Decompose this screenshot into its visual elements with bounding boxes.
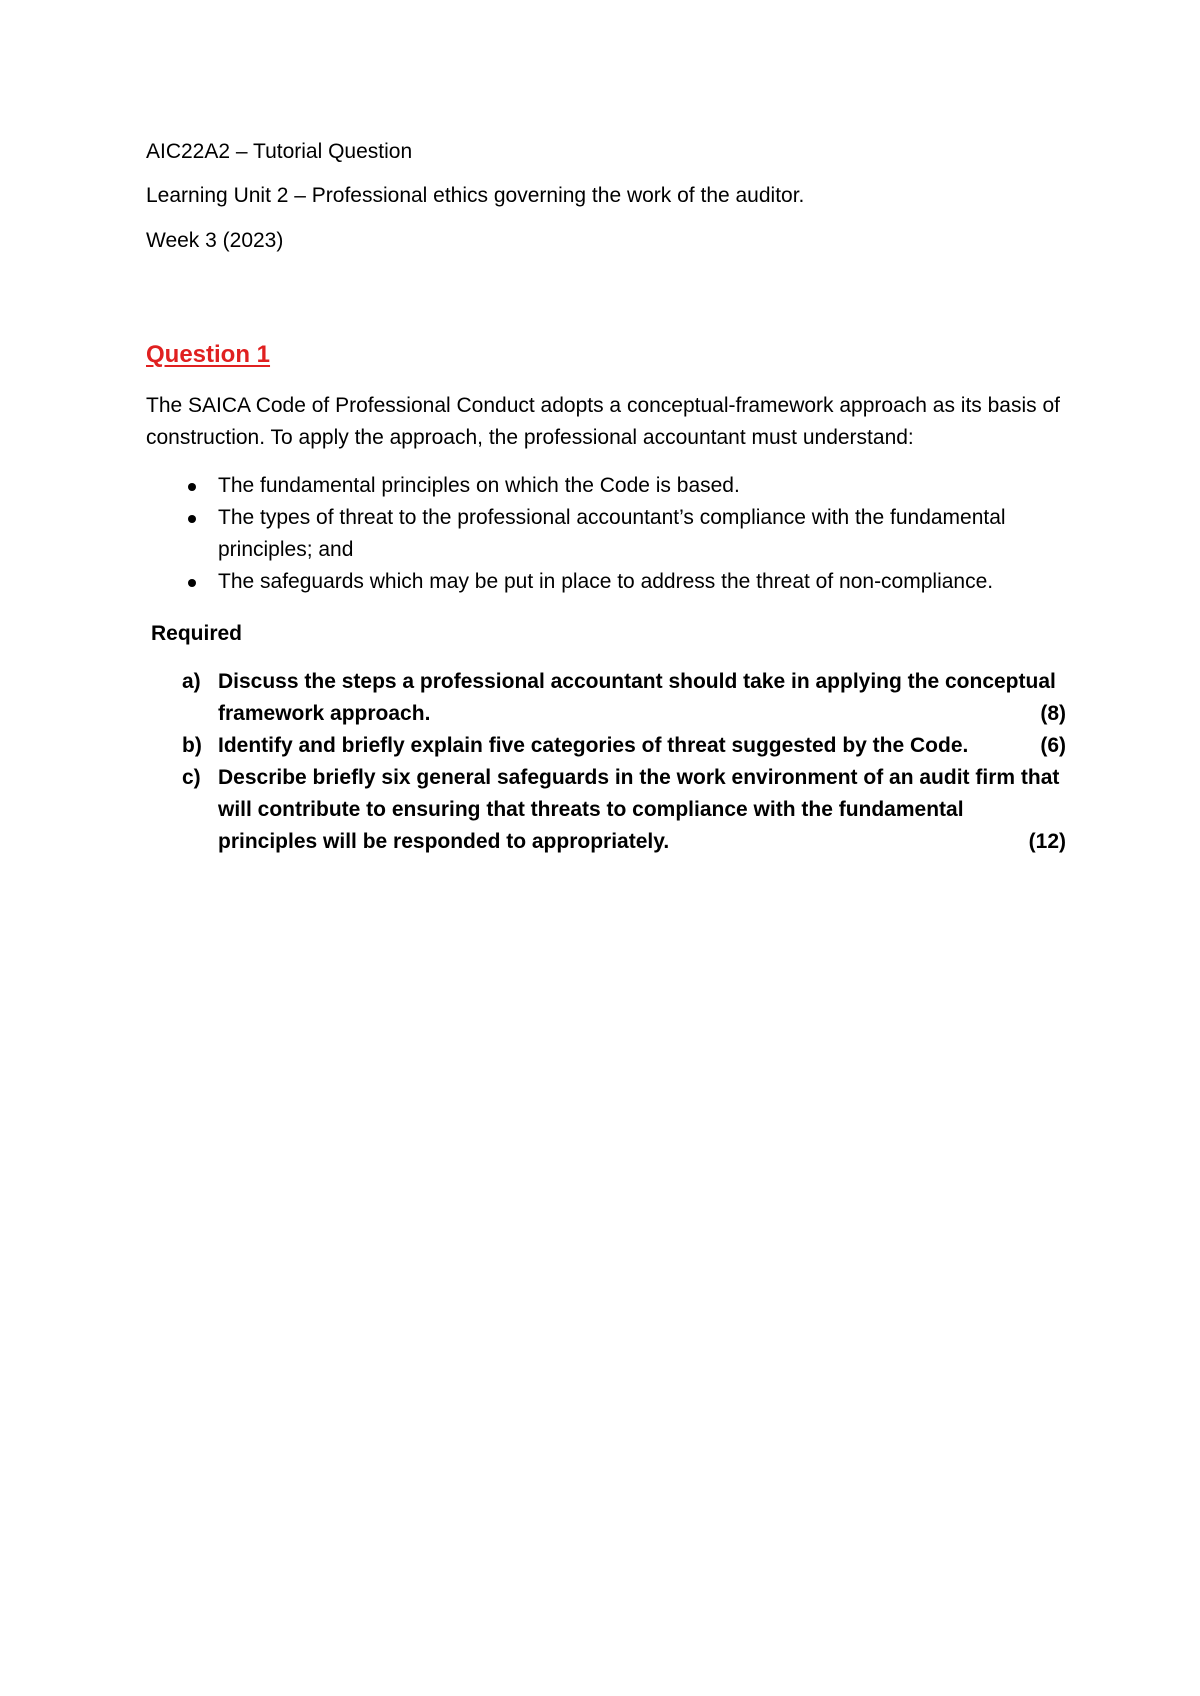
part-marks: (12) xyxy=(1028,830,1066,853)
course-title: AIC22A2 – Tutorial Question xyxy=(146,140,413,163)
bullet-icon xyxy=(188,579,196,587)
part-text: Discuss the steps a professional accountant should take in applying the conceptual framework approach. xyxy=(218,670,1056,725)
list-item xyxy=(146,566,1076,598)
principles-bullet-list xyxy=(146,470,1076,598)
required-label: Required xyxy=(151,622,243,645)
part-text: Describe briefly six general safeguards in the work environment of an audit firm that will contribute to ensuring that threats to compliance with the fundamental principles will be responded to appropriately. xyxy=(218,766,1060,853)
bullet-icon xyxy=(188,483,196,491)
list-item xyxy=(146,502,1076,566)
part-letter: c) xyxy=(182,766,201,789)
list-item xyxy=(146,762,1066,858)
part-letter: b) xyxy=(182,734,202,757)
bullet-text: The types of threat to the professional accountant’s compliance with the fundamental principles; and xyxy=(218,506,1006,561)
question-intro: The SAICA Code of Professional Conduct adopts a conceptual-framework approach as its basis of construction. To apply the approach, the professional accountant must understand: xyxy=(146,394,1060,449)
part-marks: (8) xyxy=(1040,702,1066,725)
bullet-text: The safeguards which may be put in place to address the threat of non-compliance. xyxy=(218,570,994,593)
part-text: Identify and briefly explain five categories of threat suggested by the Code. xyxy=(218,734,969,757)
bullet-text: The fundamental principles on which the Code is based. xyxy=(218,474,740,497)
list-item xyxy=(146,730,1066,762)
part-marks: (6) xyxy=(1040,734,1066,757)
part-letter: a) xyxy=(182,670,201,693)
required-parts-list xyxy=(146,666,1066,858)
list-item xyxy=(146,470,1076,502)
learning-unit-title: Learning Unit 2 – Professional ethics governing the work of the auditor. xyxy=(146,184,805,207)
bullet-icon xyxy=(188,515,196,523)
question-heading: Question 1 xyxy=(146,341,271,368)
list-item xyxy=(146,666,1066,730)
week-label: Week 3 (2023) xyxy=(146,229,284,252)
